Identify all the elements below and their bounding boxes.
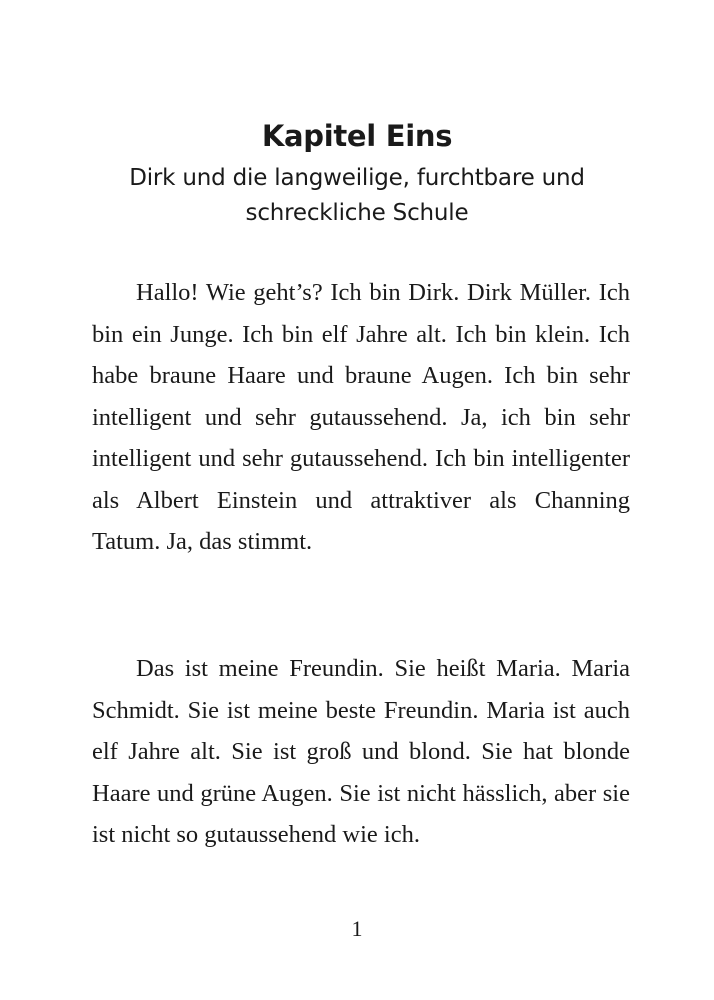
chapter-title: Kapitel Eins	[261, 119, 453, 153]
page-number: 1	[351, 916, 363, 941]
chapter-subtitle: Dirk und die langweilige, furchtbare und schreckliche Schule	[129, 165, 585, 226]
body-paragraph-2: Das ist meine Freundin. Sie heißt Maria. Maria Schmidt. Sie ist meine beste Freundin. Maria ist auch elf Jahre alt. Sie ist groß und blond. Sie hat blonde Haare und grüne Augen. Sie ist nicht hässlich, aber sie ist nicht so gutaussehend wie ich.	[92, 655, 630, 848]
body-paragraph-1: Hallo! Wie geht’s? Ich bin Dirk. Dirk Müller. Ich bin ein Junge. Ich bin elf Jahre alt. Ich bin klein. Ich habe braune Haare und braune Augen. Ich bin sehr intelligent und sehr gutaussehend. Ja, ich bin sehr intelligent und sehr gutaussehend. Ich bin intelligenter als Albert Einstein und attraktiver als Channing Tatum. Ja, das stimmt.	[92, 279, 630, 555]
